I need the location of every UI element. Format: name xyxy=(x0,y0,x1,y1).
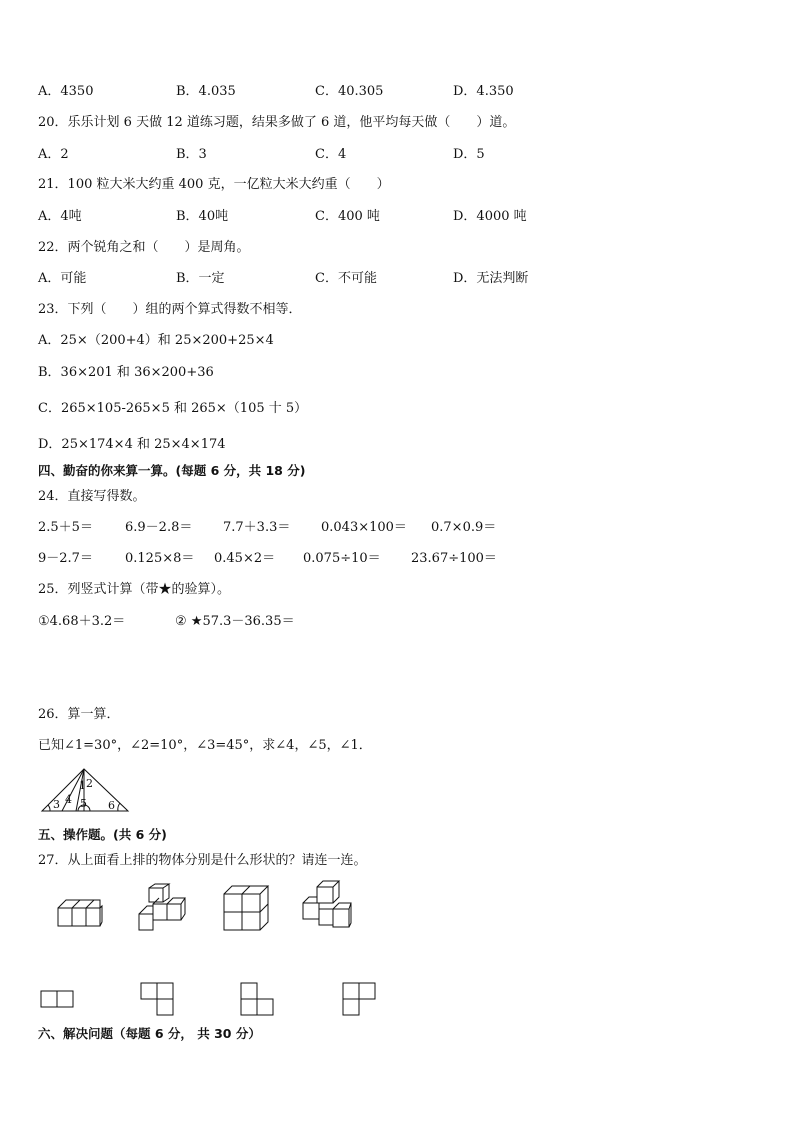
q25-stem: 25．列竖式计算（带★的验算）。 xyxy=(38,582,231,597)
q23-option-a: A．25×（200+4）和 25×200+25×4 xyxy=(38,333,274,348)
q23-option-c: C．265×105-265×5 和 265×（105 十 5） xyxy=(38,401,308,416)
angle-label-6: 6 xyxy=(108,799,115,812)
q22-stem: 22．两个锐角之和（ ）是周角。 xyxy=(38,240,250,255)
section-6-title: 六、解决问题（每题 6 分， 共 30 分） xyxy=(38,1026,261,1041)
q20-option-a: A．2 xyxy=(38,147,69,162)
angle-label-2: 2 xyxy=(86,777,93,790)
q22-option-d: D．无法判断 xyxy=(453,271,529,286)
q21-option-a: A．4吨 xyxy=(38,209,82,224)
q22-option-a: A．可能 xyxy=(38,271,87,286)
top-view-2 xyxy=(140,982,176,1018)
cube-solid-1 xyxy=(56,896,104,932)
triangle-angle-figure xyxy=(40,765,132,815)
q24-stem: 24．直接写得数。 xyxy=(38,489,146,504)
q20-stem: 20．乐乐计划 6 天做 12 道练习题，结果多做了 6 道，他平均每天做（ ）道。 xyxy=(38,115,516,130)
q24-item: 0.043×100＝ xyxy=(321,520,407,535)
q22-option-c: C．不可能 xyxy=(315,271,377,286)
q24-item: 23.67÷100＝ xyxy=(411,551,497,566)
angle-arc xyxy=(118,803,120,811)
q21-option-b: B．40吨 xyxy=(176,209,229,224)
q21-option-c: C．400 吨 xyxy=(315,209,380,224)
q24-item: 0.7×0.9＝ xyxy=(431,520,497,535)
q24-item: 2.5＋5＝ xyxy=(38,520,93,535)
angle-arc xyxy=(48,805,50,811)
top-view-3 xyxy=(240,982,276,1018)
q26-given: 已知∠1=30°，∠2=10°，∠3=45°，求∠4，∠5，∠1． xyxy=(38,738,372,753)
q27-stem: 27．从上面看上排的物体分别是什么形状的？请连一连。 xyxy=(38,853,367,868)
q20-option-c: C．4 xyxy=(315,147,347,162)
q19-option-b: B．4.035 xyxy=(176,84,236,99)
angle-label-4: 4 xyxy=(65,793,72,806)
q24-item: 0.125×8＝ xyxy=(125,551,195,566)
q23-stem: 23．下列（ ）组的两个算式得数不相等． xyxy=(38,302,302,317)
q25-item-2: ② ★57.3－36.35＝ xyxy=(175,614,295,629)
q19-option-a: A．4350 xyxy=(38,84,94,99)
q26-stem: 26．算一算． xyxy=(38,707,120,722)
q21-stem: 21．100 粒大米大约重 400 克，一亿粒大米大约重（ ） xyxy=(38,177,390,192)
q24-item: 0.075÷10＝ xyxy=(303,551,381,566)
cube-solid-3 xyxy=(222,884,270,932)
top-view-1 xyxy=(40,990,76,1010)
q25-item-1: ①4.68＋3.2＝ xyxy=(38,614,126,629)
q24-item: 9－2.7＝ xyxy=(38,551,93,566)
angle-label-1: 1 xyxy=(79,779,86,792)
section-5-title: 五、操作题。(共 6 分) xyxy=(38,827,167,842)
section-4-title: 四、勤奋的你来算一算。(每题 6 分，共 18 分) xyxy=(38,463,306,478)
angle-label-3: 3 xyxy=(53,798,60,811)
q19-option-d: D．4.350 xyxy=(453,84,514,99)
top-view-4 xyxy=(342,982,378,1018)
q19-option-c: C．40.305 xyxy=(315,84,384,99)
angle-label-5: 5 xyxy=(80,797,87,810)
q20-option-d: D．5 xyxy=(453,147,485,162)
q23-option-b: B．36×201 和 36×200+36 xyxy=(38,365,214,380)
q20-option-b: B．3 xyxy=(176,147,207,162)
q24-item: 7.7＋3.3＝ xyxy=(223,520,291,535)
cube-solid-4 xyxy=(301,879,353,933)
q21-option-d: D．4000 吨 xyxy=(453,209,527,224)
q23-option-d: D．25×174×4 和 25×4×174 xyxy=(38,437,226,452)
q24-item: 6.9－2.8＝ xyxy=(125,520,193,535)
q24-item: 0.45×2＝ xyxy=(214,551,276,566)
q22-option-b: B．一定 xyxy=(176,271,225,286)
cube-solid-2 xyxy=(137,884,187,934)
